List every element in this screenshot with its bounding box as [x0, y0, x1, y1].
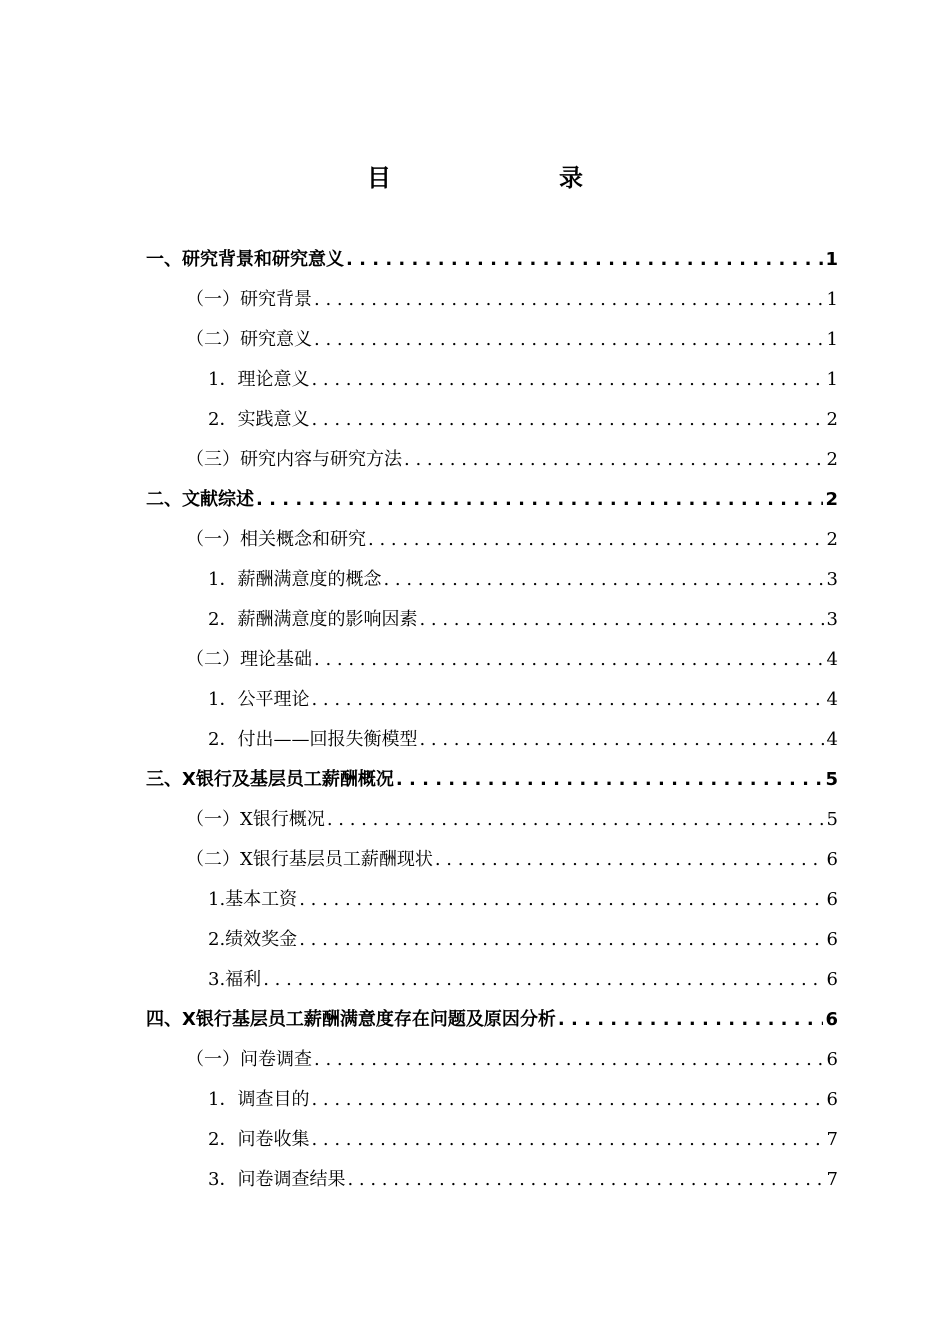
toc-page-number: 1 [826, 329, 838, 350]
toc-dot-leader [558, 1000, 824, 1040]
toc-entry[interactable] [146, 480, 838, 520]
toc-dot-leader [435, 840, 825, 880]
toc-entry-text: （一）X银行概况 [186, 809, 325, 830]
toc-dot-leader [368, 520, 825, 560]
toc-entry[interactable] [146, 880, 838, 920]
toc-entry[interactable] [146, 1160, 838, 1200]
toc-dot-leader [263, 960, 824, 1000]
toc-entry-text: 2．问卷收集 [208, 1129, 310, 1150]
toc-dot-leader [419, 720, 824, 760]
toc-page-number: 6 [826, 1089, 838, 1110]
toc-page-number: 7 [826, 1169, 838, 1190]
toc-entry-text: 2．薪酬满意度的影响因素 [208, 609, 418, 630]
toc-entry[interactable] [146, 440, 838, 480]
toc-entry[interactable] [146, 800, 838, 840]
toc-dot-leader [311, 360, 824, 400]
toc-entry-text: 3．问卷调查结果 [208, 1169, 346, 1190]
toc-entry-text: 三、X银行及基层员工薪酬概况 [146, 769, 394, 790]
toc-page-number: 6 [825, 1009, 838, 1030]
toc-entry-text: 1．公平理论 [208, 689, 310, 710]
toc-entry[interactable] [146, 1080, 838, 1120]
toc-entry-text: 2.绩效奖金 [208, 929, 298, 950]
toc-page-number: 3 [826, 609, 838, 630]
toc-dot-leader [256, 480, 823, 520]
toc-entry[interactable] [146, 720, 838, 760]
toc-page-number: 2 [826, 449, 838, 470]
toc-title: 目 录 [367, 164, 623, 192]
toc-dot-leader [299, 880, 824, 920]
toc-entry[interactable] [146, 280, 838, 320]
toc-entry[interactable] [146, 600, 838, 640]
toc-entry-text: （三）研究内容与研究方法 [186, 449, 402, 470]
toc-dot-leader [299, 920, 824, 960]
toc-entry[interactable] [146, 560, 838, 600]
toc-dot-leader [314, 280, 825, 320]
toc-dot-leader [346, 240, 823, 280]
toc-dot-leader [311, 1080, 824, 1120]
toc-page-number: 7 [826, 1129, 838, 1150]
toc-entry-text: 1．调查目的 [208, 1089, 310, 1110]
toc-entry-text: （二）X银行基层员工薪酬现状 [186, 849, 433, 870]
toc-dot-leader [314, 320, 825, 360]
toc-dot-leader [311, 400, 824, 440]
toc-page-number: 1 [826, 289, 838, 310]
toc-entry-text: （二）研究意义 [186, 329, 312, 350]
toc-entry-text: 1．理论意义 [208, 369, 310, 390]
toc-page-number: 6 [826, 1049, 838, 1070]
toc-entry[interactable] [146, 640, 838, 680]
toc-entry-text: 1．薪酬满意度的概念 [208, 569, 382, 590]
toc-entry[interactable] [146, 1000, 838, 1040]
toc-dot-leader [314, 1040, 825, 1080]
toc-dot-leader [347, 1160, 824, 1200]
toc-page-number: 4 [826, 729, 838, 750]
toc-page-number: 2 [826, 409, 838, 430]
toc-entry[interactable] [146, 840, 838, 880]
toc-entry-text: （一）相关概念和研究 [186, 529, 366, 550]
toc-page-number: 1 [826, 369, 838, 390]
toc-page-number: 1 [825, 249, 838, 270]
toc-entry[interactable] [146, 400, 838, 440]
toc-page-number: 2 [826, 529, 838, 550]
toc-list [146, 240, 838, 1200]
toc-page-number: 4 [826, 649, 838, 670]
toc-entry-text: 1.基本工资 [208, 889, 298, 910]
toc-entry-text: 2．付出——回报失衡模型 [208, 729, 418, 750]
toc-page-number: 6 [826, 849, 838, 870]
toc-entry[interactable] [146, 360, 838, 400]
toc-page-number: 6 [826, 969, 838, 990]
toc-dot-leader [404, 440, 825, 480]
toc-entry[interactable] [146, 320, 838, 360]
toc-page-number: 3 [826, 569, 838, 590]
toc-page-number: 5 [825, 769, 838, 790]
toc-entry-text: 2．实践意义 [208, 409, 310, 430]
toc-dot-leader [383, 560, 824, 600]
toc-dot-leader [396, 760, 824, 800]
toc-entry[interactable] [146, 920, 838, 960]
toc-entry[interactable] [146, 240, 838, 280]
toc-entry-text: （二）理论基础 [186, 649, 312, 670]
toc-entry[interactable] [146, 760, 838, 800]
toc-entry-text: 二、文献综述 [146, 489, 254, 510]
toc-dot-leader [314, 640, 825, 680]
toc-page-number: 6 [826, 889, 838, 910]
toc-dot-leader [311, 1120, 824, 1160]
toc-entry[interactable] [146, 520, 838, 560]
toc-entry[interactable] [146, 960, 838, 1000]
toc-dot-leader [327, 800, 825, 840]
toc-entry[interactable] [146, 1040, 838, 1080]
toc-entry-text: （一）问卷调查 [186, 1049, 312, 1070]
toc-entry-text: 四、X银行基层员工薪酬满意度存在问题及原因分析 [146, 1009, 556, 1030]
toc-page-number: 5 [826, 809, 838, 830]
toc-page-number: 4 [826, 689, 838, 710]
toc-dot-leader [311, 680, 824, 720]
toc-dot-leader [419, 600, 824, 640]
toc-entry-text: 一、研究背景和研究意义 [146, 249, 344, 270]
toc-page-number: 2 [825, 489, 838, 510]
toc-entry[interactable] [146, 680, 838, 720]
toc-entry-text: 3.福利 [208, 969, 262, 990]
toc-page-number: 6 [826, 929, 838, 950]
toc-entry-text: （一）研究背景 [186, 289, 312, 310]
toc-entry[interactable] [146, 1120, 838, 1160]
